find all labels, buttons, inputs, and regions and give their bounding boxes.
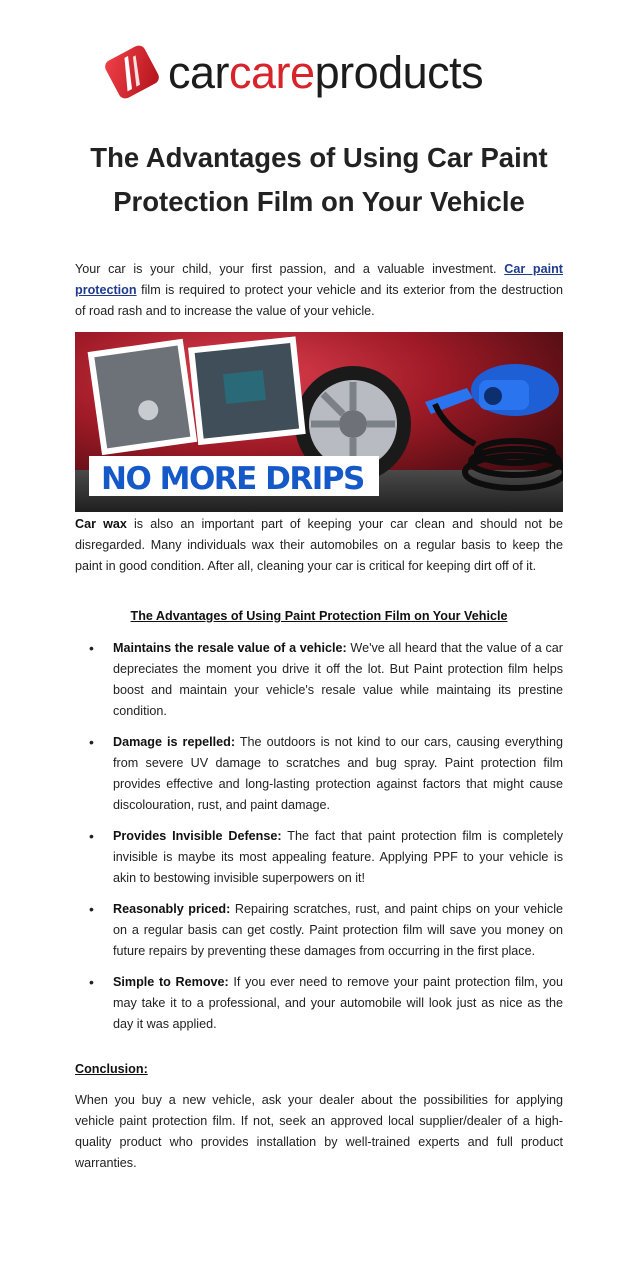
logo-wordmark: carcareproducts (168, 46, 484, 98)
banner-text: NO MORE DRIPS (101, 461, 364, 497)
bullet-icon: • (89, 640, 94, 656)
intro-paragraph: Your car is your child, your first passion, and a valuable investment. Car paint protection film is required to protect your vehicle and its exterior from the destruction of road rash and to increase the value of your vehicle. (75, 262, 563, 318)
list-item: • Provides Invisible Defense: The fact that paint protection film is completely invisible is maybe its most appealing feature. Applying PPF to your vehicle is akin to bestowing invisible superpowers on it! (89, 828, 564, 885)
bullet-icon: • (89, 828, 94, 844)
hero-illustration (75, 332, 563, 512)
page-title: The Advantages of Using Car Paint Protection Film on Your Vehicle (90, 142, 548, 217)
list-item: • Simple to Remove: If you ever need to remove your paint protection film, you may take it to a professional, and your automobile will look just as nice as the day it was applied. (89, 974, 563, 1031)
car-wax-paragraph: Car wax is also an important part of keeping your car clean and should not be disregarded. Many individuals wax their automobiles on a regular basis to keep the paint in good condition. After all, cleaning your car is critical for keeping dirt off of it. (75, 517, 563, 573)
list-item: • Maintains the resale value of a vehicle: We've all heard that the value of a car depreciates the moment you drive it off the lot. But Paint protection film helps boost and maintain your vehicle's resale value while maintaing its prestine condition. (89, 640, 563, 718)
advantages-list (75, 638, 563, 1045)
list-item: • Reasonably priced: Repairing scratches, rust, and paint chips on your vehicle on a regular basis can get costly. Paint protection film will save you money on future repairs by preventing these damages from occurring in the first place. (89, 901, 563, 958)
bullet-icon: • (89, 974, 94, 990)
list-item: • Damage is repelled: The outdoors is not kind to our cars, causing everything from severe UV damage to scratches and bug spray. Paint protection film provides effective and long-lasting protection against factors that might cause discolouration, rust, and paint damage. (89, 734, 563, 812)
bullet-icon: • (89, 901, 94, 917)
bullet-icon: • (89, 734, 94, 750)
conclusion-heading: Conclusion: (75, 1062, 148, 1076)
logo-mark-icon (102, 43, 162, 101)
brand-logo[interactable] (102, 40, 542, 104)
car-paint-protection-link[interactable]: Car paint protection (75, 262, 563, 297)
advantages-subheading: The Advantages of Using Paint Protection Film on Your Vehicle (130, 609, 508, 623)
conclusion-paragraph: When you buy a new vehicle, ask your dealer about the possibilities for applying vehicle paint protection film. If not, seek an approved local supplier/dealer of a high-quality product who provides installation by well-trained experts and full product warranties. (75, 1093, 563, 1170)
hero-image (75, 332, 563, 512)
